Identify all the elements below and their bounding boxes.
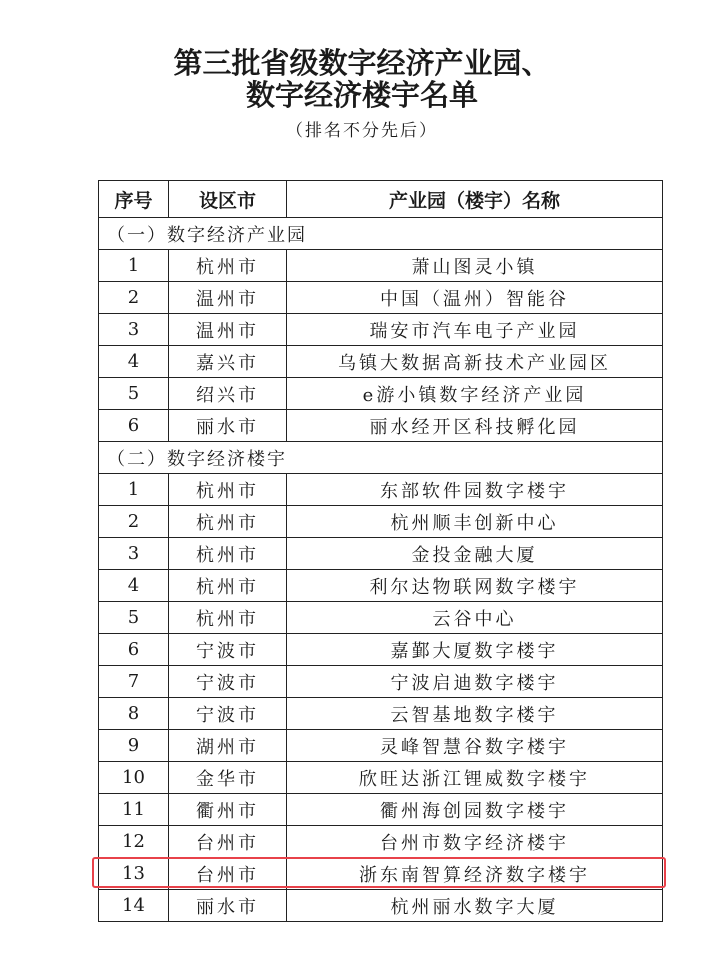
document-title-line2: 数字经济楼宇名单 xyxy=(245,78,478,112)
row-city: 温州市 xyxy=(169,282,287,314)
row-name: 衢州海创园数字楼宇 xyxy=(287,794,663,826)
row-name: 宁波启迪数字楼宇 xyxy=(287,666,663,698)
row-city: 丽水市 xyxy=(169,890,287,922)
row-city: 台州市 xyxy=(169,826,287,858)
row-city: 杭州市 xyxy=(169,474,287,506)
table-row xyxy=(99,314,663,346)
row-city: 杭州市 xyxy=(169,506,287,538)
row-city: 湖州市 xyxy=(169,730,287,762)
row-name: 瑞安市汽车电子产业园 xyxy=(287,314,663,346)
row-index: 12 xyxy=(99,826,169,858)
row-name: 萧山图灵小镇 xyxy=(287,250,663,282)
row-name: 杭州顺丰创新中心 xyxy=(287,506,663,538)
document-title-line1: 第三批省级数字经济产业园、 xyxy=(173,46,551,80)
row-city: 丽水市 xyxy=(169,410,287,442)
row-index: 4 xyxy=(99,346,169,378)
row-index: 11 xyxy=(99,794,169,826)
section-label: （一）数字经济产业园 xyxy=(99,218,663,250)
row-name: 云谷中心 xyxy=(287,602,663,634)
document-subtitle: （排名不分先后） xyxy=(286,121,438,141)
table-header-row xyxy=(99,181,663,218)
row-city: 温州市 xyxy=(169,314,287,346)
row-index: 4 xyxy=(99,570,169,602)
table-row xyxy=(99,570,663,602)
row-name: e游小镇数字经济产业园 xyxy=(287,378,663,410)
table-row xyxy=(99,250,663,282)
table-row xyxy=(99,634,663,666)
row-city: 宁波市 xyxy=(169,666,287,698)
table-row xyxy=(99,474,663,506)
row-index: 9 xyxy=(99,730,169,762)
row-name: 金投金融大厦 xyxy=(287,538,663,570)
table-row xyxy=(99,794,663,826)
row-city: 台州市 xyxy=(169,858,287,890)
row-index: 1 xyxy=(99,250,169,282)
table-row xyxy=(99,506,663,538)
table-row xyxy=(99,282,663,314)
row-name: 台州市数字经济楼宇 xyxy=(287,826,663,858)
section-label: （二）数字经济楼宇 xyxy=(99,442,663,474)
table-row xyxy=(99,666,663,698)
row-name: 东部软件园数字楼宇 xyxy=(287,474,663,506)
row-city: 绍兴市 xyxy=(169,378,287,410)
table-row xyxy=(99,410,663,442)
table-row xyxy=(99,698,663,730)
row-name: 浙东南智算经济数字楼宇 xyxy=(287,858,663,890)
row-name: 乌镇大数据高新技术产业园区 xyxy=(287,346,663,378)
header-index: 序号 xyxy=(99,181,169,218)
row-index: 2 xyxy=(99,506,169,538)
row-index: 6 xyxy=(99,410,169,442)
section-row xyxy=(99,218,663,250)
row-name: 嘉鄞大厦数字楼宇 xyxy=(287,634,663,666)
row-index: 6 xyxy=(99,634,169,666)
table-row xyxy=(99,762,663,794)
row-city: 宁波市 xyxy=(169,698,287,730)
row-name: 云智基地数字楼宇 xyxy=(287,698,663,730)
row-name: 丽水经开区科技孵化园 xyxy=(287,410,663,442)
table-row xyxy=(99,858,663,890)
row-index: 14 xyxy=(99,890,169,922)
row-city: 金华市 xyxy=(169,762,287,794)
row-city: 杭州市 xyxy=(169,570,287,602)
row-index: 5 xyxy=(99,602,169,634)
row-index: 13 xyxy=(99,858,169,890)
row-index: 3 xyxy=(99,314,169,346)
row-city: 衢州市 xyxy=(169,794,287,826)
table-row xyxy=(99,346,663,378)
row-city: 嘉兴市 xyxy=(169,346,287,378)
table-row xyxy=(99,730,663,762)
header-city: 设区市 xyxy=(169,181,287,218)
table-row xyxy=(99,538,663,570)
row-index: 10 xyxy=(99,762,169,794)
row-index: 3 xyxy=(99,538,169,570)
row-index: 5 xyxy=(99,378,169,410)
row-name: 欣旺达浙江锂威数字楼宇 xyxy=(287,762,663,794)
row-city: 杭州市 xyxy=(169,250,287,282)
row-city: 杭州市 xyxy=(169,602,287,634)
table-row xyxy=(99,378,663,410)
table-row xyxy=(99,602,663,634)
table-row xyxy=(99,890,663,922)
header-name: 产业园（楼宇）名称 xyxy=(287,181,663,218)
row-index: 8 xyxy=(99,698,169,730)
row-name: 灵峰智慧谷数字楼宇 xyxy=(287,730,663,762)
table-row xyxy=(99,826,663,858)
row-index: 1 xyxy=(99,474,169,506)
section-row xyxy=(99,442,663,474)
row-city: 宁波市 xyxy=(169,634,287,666)
row-city: 杭州市 xyxy=(169,538,287,570)
row-name: 中国（温州）智能谷 xyxy=(287,282,663,314)
row-index: 7 xyxy=(99,666,169,698)
row-name: 利尔达物联网数字楼宇 xyxy=(287,570,663,602)
park-list-table xyxy=(98,180,663,922)
row-index: 2 xyxy=(99,282,169,314)
row-name: 杭州丽水数字大厦 xyxy=(287,890,663,922)
